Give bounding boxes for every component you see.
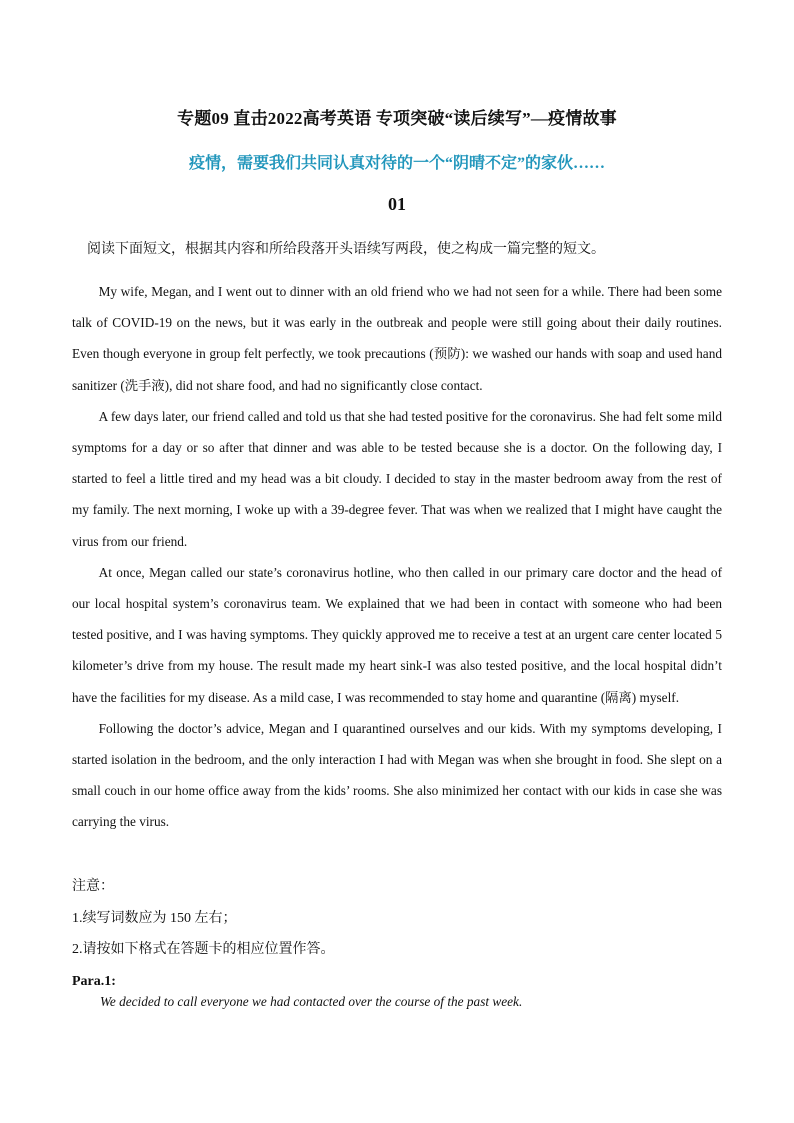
para-label: Para.1: <box>72 973 116 989</box>
note-item: 2.请按如下格式在答题卡的相应位置作答。 <box>72 942 335 957</box>
page-title: 专题09 直击2022高考英语 专项突破“读后续写”—疫情故事 <box>177 109 617 128</box>
passage-paragraph: At once, Megan called our state’s coronavirus hotline, who then called in our primary care doctor and the head of our local hospital system’s coronavirus team. We explained that we had been in contact with someone who had been tested positive, and I was having symptoms. They quickly approved me to receive a test at an urgent care center located 5 kilometer’s drive from my house. The result made my heart sink-I was also tested positive, and the local hospital didn’t have the facilities for my disease. As a mild case, I was recommended to stay home and quarantine (隔离) myself. <box>72 564 722 705</box>
passage <box>72 276 722 838</box>
page-subtitle: 疫情，需要我们共同认真对待的一个“阴晴不定”的家伙…… <box>188 155 605 172</box>
notes-heading: 注意： <box>72 879 114 894</box>
section-number: 01 <box>388 194 406 214</box>
passage-paragraph: A few days later, our friend called and told us that she had tested positive for the coronavirus. She had felt some mild symptoms for a day or so after that dinner and was able to be tested because she is a doctor. On the following day, I started to feel a little tired and my head was a bit cloudy. I decided to stay in the master bedroom away from the rest of my family. The next morning, I woke up with a 39-degree fever. That was when we realized that I might have caught the virus from our friend. <box>72 408 722 549</box>
passage-paragraph: Following the doctor’s advice, Megan and I quarantined ourselves and our kids. With my symptoms developing, I started isolation in the bedroom, and the only interaction I had with Megan was when she brought in food. She slept on a small couch in our home office away from the kids’ rooms. She also minimized her contact with our kids in case she was carrying the virus. <box>72 720 722 830</box>
para-start-sentence: We decided to call everyone we had contacted over the course of the past week. <box>100 994 523 1009</box>
note-item: 1.续写词数应为 150 左右； <box>72 910 237 926</box>
task-instruction: 阅读下面短文，根据其内容和所给段落开头语续写两段，使之构成一篇完整的短文。 <box>87 242 605 257</box>
passage-paragraph: My wife, Megan, and I went out to dinner with an old friend who we had not seen for a while. There had been some talk of COVID-19 on the news, but it was early in the outbreak and people were still going about their daily routines. Even though everyone in group felt perfectly, we took precautions (预防): we washed our hands with soap and used hand sanitizer (洗手液), did not share food, and had no significantly close contact. <box>72 284 722 393</box>
notes-section <box>72 871 335 997</box>
